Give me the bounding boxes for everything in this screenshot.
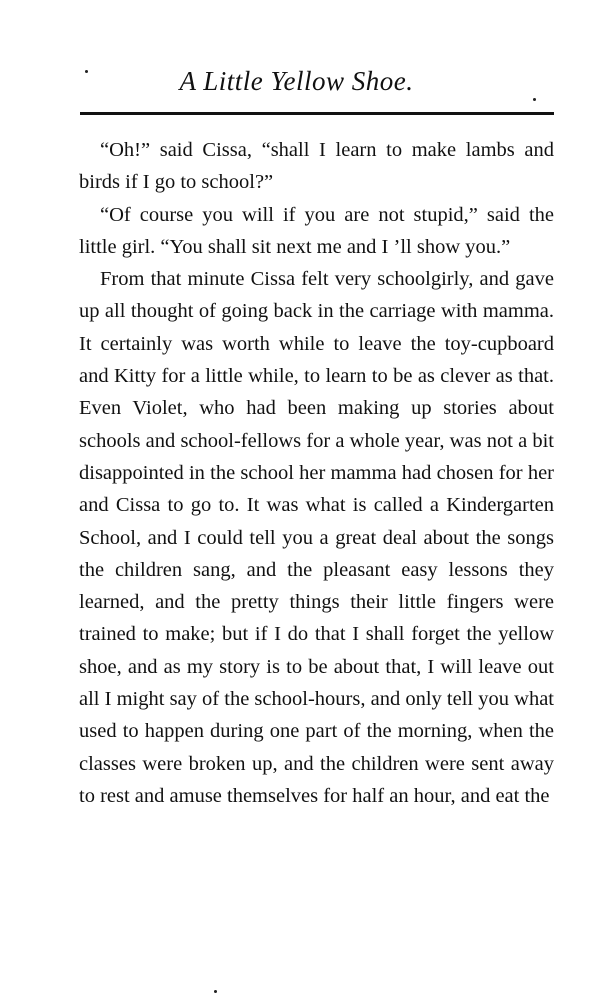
running-head: A Little Yellow Shoe.: [179, 66, 414, 96]
paragraph-1: “Oh!” said Cissa, “shall I learn to make lambs and birds if I go to school?”: [79, 139, 554, 194]
header-rule: [80, 112, 554, 115]
body-text: [79, 134, 554, 812]
paragraph-2: “Of course you will if you are not stupid,” said the little girl. “You shall sit next me and I ’ll show you.”: [79, 203, 554, 258]
print-speck: [533, 98, 536, 101]
print-speck: [85, 70, 88, 73]
paragraph-3: From that minute Cissa felt very schoolgirly, and gave up all thought of going back in the carriage with mamma. It certainly was worth while to leave the toy-cupboard and Kitty for a little while, to learn to be as clever as that. Even Violet, who had been making up stories about schools and school-fellows for a whole year, was not a bit disappointed in the school her mamma had chosen for her and Cissa to go to. It was what is called a Kindergarten School, and I could tell you a great deal about the songs the children sang, and the pleasant easy lessons they learned, and the pretty things their little fingers were trained to make; but if I do that I shall forget the yellow shoe, and as my story is to be about that, I will leave out all I might say of the school-hours, and only tell you what used to happen during one part of the morning, when the classes were broken up, and the children were sent away to rest and amuse themselves for half an hour, and eat the: [79, 268, 554, 807]
print-speck: [214, 990, 217, 993]
